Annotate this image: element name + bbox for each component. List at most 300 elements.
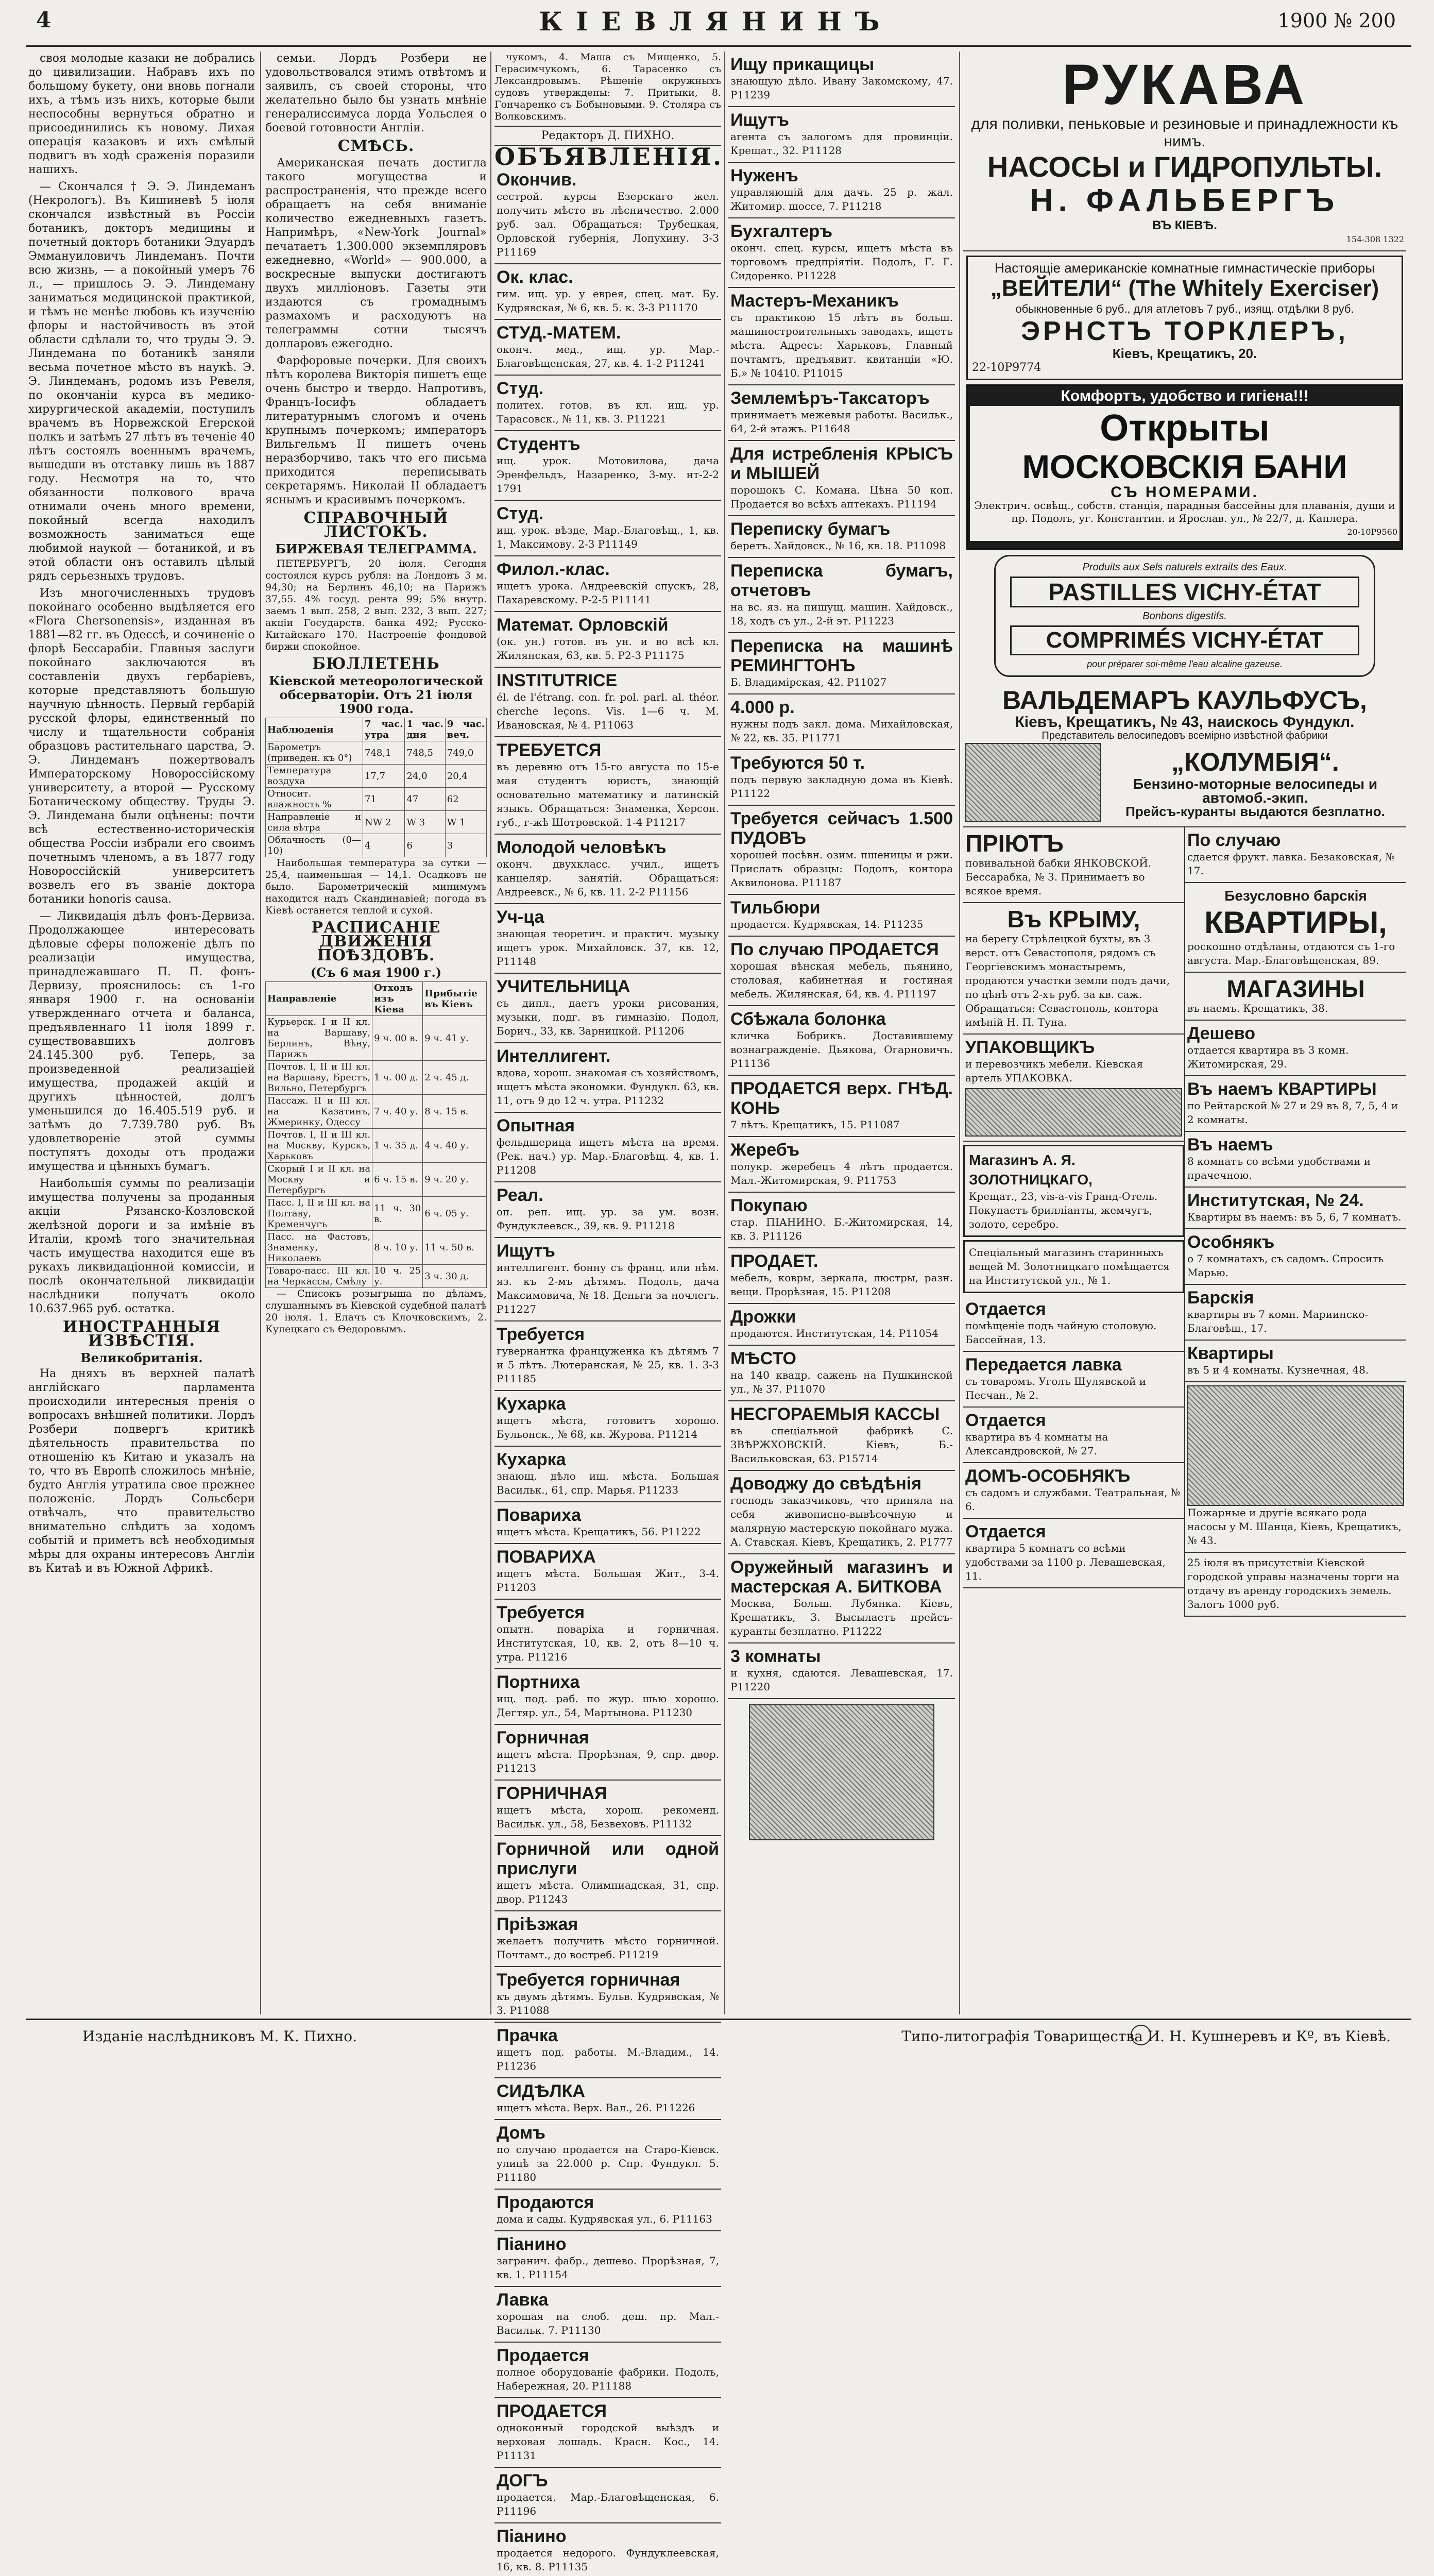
ad-headline: Оружейный магазинъ и мастерская А. БИТКОВА	[730, 1557, 953, 1597]
ad-headline: Доводжу до свѣдѣнія	[730, 1474, 922, 1494]
ad-text: 8 комнатъ со всѣми удобствами и прачечною.	[1187, 1155, 1371, 1181]
table-row	[266, 765, 487, 788]
ad-subheadline: СЪ НОМЕРАМИ.	[1111, 484, 1259, 501]
table-cell: 9 ч. 20 у.	[423, 1163, 487, 1197]
classified-ad	[728, 1554, 955, 1643]
table-header-cell: Отходъ изъ Кіева	[372, 982, 423, 1016]
classified-ad	[728, 288, 955, 385]
ad-shop-transfer	[963, 1352, 1184, 1408]
table-cell: 47	[405, 788, 445, 811]
table-cell: W 3	[405, 811, 445, 834]
table-cell: NW 2	[363, 811, 404, 834]
ad-text: Бензино-моторные велосипеды и автомоб.-экип.	[1133, 775, 1378, 806]
ad-headline: Повариха	[497, 1505, 582, 1525]
classified-ad	[494, 1600, 721, 1669]
ad-rooms	[1185, 1132, 1406, 1188]
ad-headline: РУКАВА	[1062, 53, 1308, 116]
classified-ad	[494, 612, 721, 668]
ad-code: 20-10Р9560	[1347, 527, 1397, 537]
classified-ad	[494, 2523, 721, 2576]
ad-apartment	[963, 1519, 1184, 1588]
ad-text: на берегу Стрѣлецкой бухты, въ 3 верст. отъ Севастополя, рядомъ съ Георгіевскимъ монастыремъ, продаются участки земли подъ дачи, по цѣнѣ отъ 2-хъ руб. за кв. саж. Обращаться: Севастополь, контора имѣній Н. П. Туна.	[965, 933, 1170, 1028]
derviz-liquidation: — Ликвидація дѣлъ фонъ-Дервиза. Продолжающее интересовать дѣловые сферы положеніе дѣлъ по реализаціи имущества, принадлежавшаго П. П. фонъ-Дервизу, прояснилось: съ 1-го января 1900 г. на основаніи утвержденнаго отчета и баланса, предъявленнаго 11 іюля 1899 г. существовавшихъ долговъ 24.145.300 руб. Теперь, за произведенной реализаціей имущества, продажей акцій и другихъ цѣнностей, долгъ уменьшился до 16.405.519 руб. и затѣмъ до 7.739.780 руб. Въ удовлетвореніе этой суммы поступятъ доходы отъ продажи имущества и цѣнныхъ бумагъ.	[28, 910, 255, 1173]
ad-text: ищетъ мѣста, готовитъ хорошо. Бульонск., № 68, кв. Журова. Р11214	[497, 1414, 719, 1440]
table-cell: 7 ч. 40 у.	[372, 1095, 423, 1129]
classified-ad	[728, 1006, 955, 1076]
ad-text: (ок. ун.) готов. въ ун. и во всѣ кл. Жилянская, 63, кв. 5. Р2-3 Р11175	[497, 635, 719, 662]
ad-text: на вс. яз. на пишущ. машин. Хайдовск., 18, ходъ съ ул., 2-й эт. Р11223	[730, 601, 953, 627]
table-cell: 62	[445, 788, 486, 811]
classified-ad	[728, 1643, 955, 1699]
ad-text: политех. готов. въ кл. ищ. ур. Тарасовск., № 11, кв. 3. Р11221	[497, 399, 719, 425]
ad-headline: Жеребъ	[730, 1140, 800, 1160]
ad-text: Пожарные и другіе всякаго рода насосы у М. Шанца, Кіевъ, Крещатикъ, № 43.	[1187, 1506, 1402, 1547]
ad-headline: PASTILLES VICHY-ÉTAT	[1010, 577, 1359, 607]
table-cell: Почтов. I, II и III кл. на Москву, Курскъ, Харьковъ	[266, 1129, 372, 1163]
ad-headline: 4.000 р.	[730, 698, 795, 717]
ad-text: ищетъ мѣста, хорош. рекоменд. Васильк. ул., 58, Безвеховъ. Р11132	[497, 1804, 719, 1830]
ad-headline: COMPRIMÉS VICHY-ÉTAT	[1010, 625, 1359, 655]
ad-text: вдова, хорош. знакомая съ хозяйствомъ, ищетъ мѣста экономки. Фундукл. 63, кв. 11, отъ 9 до 12 ч. утра. Р11232	[497, 1066, 719, 1107]
ad-headline: „ВЕЙТЕЛИ“ (The Whitely Exerciser)	[990, 276, 1379, 301]
ad-headline: Студентъ	[497, 434, 581, 454]
ad-headline: Безусловно барскія	[1224, 888, 1367, 904]
ad-headline: Уч-ца	[497, 907, 544, 927]
misc-heading: СМѢСЬ.	[337, 137, 415, 155]
ad-headline: МѢСТО	[730, 1349, 796, 1368]
ad-text: въ наемъ. Крещатикъ, 38.	[1187, 1002, 1328, 1014]
ad-text: сдается фрукт. лавка. Безаковская, № 17.	[1187, 851, 1395, 877]
ad-text: Москва, Больш. Лубянка. Кіевъ, Крещатикъ, 3. Высылаетъ прейсъ-куранты безплатно. Р11222	[730, 1597, 953, 1637]
classified-ad	[494, 2398, 721, 2468]
classified-ad	[494, 2287, 721, 2343]
classified-ad	[728, 1401, 955, 1471]
ad-headline: ПОВАРИХА	[497, 1547, 596, 1567]
ad-brand: „КОЛУМБІЯ“.	[1171, 747, 1339, 776]
ad-headline: СТУД.-МАТЕМ.	[497, 323, 621, 343]
ad-text: съ товаромъ. Уголъ Шулявской и Песчан., № 2.	[965, 1375, 1147, 1401]
ad-headline: Требуется горничная	[497, 1970, 680, 1990]
ad-villa	[1185, 1229, 1406, 1285]
table-header-cell: Наблюденія	[266, 718, 363, 741]
classified-ad	[728, 1137, 955, 1193]
newspaper-title: КІЕВЛЯНИНЪ	[539, 6, 893, 37]
ad-headline: Для истребленія КРЫСЪ и МЫШЕЙ	[730, 444, 953, 483]
classified-ad	[494, 167, 721, 264]
ad-headline: ПРОДАЕТ.	[730, 1251, 818, 1271]
ad-text: и перевозчикъ мебели. Кіевская артель УПАКОВКА.	[965, 1058, 1143, 1084]
ad-text: 25 іюля въ присутствіи Кіевской городской управы назначены торги на отдачу въ аренду городскихъ земель. Залогъ 1000 руб.	[1187, 1556, 1399, 1611]
article-paragraph: своя молодые казаки не добрались до цивилизации. Набравъ ихъ по большому букету, они вновь погнали ихъ, а тѣмъ изъ нихъ, которые были неспособны вернуться обратно и присоединились къ новому. Лихая операція казаковъ и ихъ смѣлый подвигъ въ ходѣ сраженія поразили нашихъ.	[28, 52, 255, 176]
reference-sheet-heading: СПРАВОЧНЫЙ ЛИСТОКЪ.	[303, 509, 449, 541]
table-cell: 1 ч. 35 д.	[372, 1129, 423, 1163]
ad-headline: Отдается	[965, 1411, 1046, 1430]
ad-headline: Передается лавка	[965, 1355, 1122, 1375]
ad-headline: Переписку бумагъ	[730, 519, 891, 539]
ad-headline: ДОМЪ-ОСОБНЯКЪ	[965, 1466, 1131, 1486]
court-list: — Списокъ розыгрыша по дѣламъ, слушаннымъ въ Кіевской судебной палатѣ 20 іюля. 1. Елачъ съ Клочковскимъ, 2. Кулецкаго съ Ѳедоровымъ.	[265, 1288, 487, 1335]
ad-text: полукр. жеребецъ 4 лѣтъ продается. Мал.-Житомирская, 9. Р11753	[730, 1160, 953, 1187]
classified-ad	[494, 1669, 721, 1725]
ad-code: 22-10Р9774	[972, 361, 1042, 374]
table-cell: Температура воздуха	[266, 765, 363, 788]
ad-headline: Требуются 50 т.	[730, 753, 865, 773]
ad-code: 154-308 1322	[1346, 234, 1404, 244]
ad-headline: Кухарка	[497, 1394, 566, 1414]
classified-ad	[494, 1836, 721, 1911]
train-schedule-subheading: (Съ 6 мая 1900 г.)	[310, 965, 442, 980]
ad-headline: НЕСГОРАЕМЫЯ КАССЫ	[730, 1404, 940, 1424]
classified-ad	[728, 694, 955, 750]
great-britain-subheading: Великобританія.	[80, 1350, 203, 1365]
table-cell: Скорый I и II кл. на Москву и Петербургъ	[266, 1163, 372, 1197]
classified-ad	[494, 1781, 721, 1836]
ad-text: знающ. дѣло ищ. мѣста. Большая Васильк., 61, спр. Марья. Р11233	[497, 1470, 719, 1496]
classified-ad	[494, 835, 721, 904]
classified-ad	[494, 2231, 721, 2287]
table-row	[266, 788, 487, 811]
ad-headline: Нуженъ	[730, 166, 798, 185]
ad-text: Представитель велосипедовъ всемірно извѣстной фабрики	[1042, 730, 1328, 741]
ad-text: Б. Владимірская, 42. Р11027	[730, 676, 887, 688]
classified-ad	[494, 1911, 721, 1967]
ad-city: ВЪ КІЕВѢ.	[1152, 218, 1217, 232]
classified-ad	[494, 320, 721, 376]
ad-text: помѣщеніе подъ чайную столовую. Бассейная, 13.	[965, 1319, 1157, 1346]
ad-text: сестрой. курсы Езерскаго жел. получить мѣсто въ лѣсничество. 2.000 руб. зал. Обращаться: Трубецкая, Орловской губернія, Лопухину. 3-3 Р11169	[497, 190, 719, 258]
table-cell: Барометръ (приведен. къ 0°)	[266, 741, 363, 765]
ad-headline: Пiанино	[497, 2234, 567, 2254]
ad-text: хорошая на слоб. деш. пр. Мал.-Васильк. 7. Р11130	[497, 2310, 719, 2336]
ad-headline: Магазинъ А. Я. ЗОЛОТНИЦКАГО,	[969, 1152, 1092, 1188]
ad-headline: Требуется	[497, 1603, 585, 1622]
ad-text: ищ. под. раб. по жур. шью хорошо. Дегтяр. ул., 54, Мартынова. Р11230	[497, 1692, 719, 1719]
weather-note: Наибольшая температура за сутки — 25,4, наименьшая — 14,1. Осадковъ не было. Барометрическій минимумъ находится надъ Скандинавіей; погода въ Кіевѣ останется теплой и сухой.	[265, 857, 487, 916]
table-cell: 6 ч. 15 в.	[372, 1163, 423, 1197]
table-cell: 20,4	[445, 765, 486, 788]
storage-illustration	[965, 1088, 1182, 1137]
ad-headline: Молодой человѣкъ	[497, 838, 667, 857]
ad-headline: Интеллигент.	[497, 1046, 611, 1066]
classifieds-heading: ОБЪЯВЛЕНІЯ.	[494, 143, 724, 171]
ad-headline: По случаю	[1187, 831, 1281, 850]
table-cell: Почтов. I, II и III кл. на Варшаву, Брестъ, Вильно, Петербургъ	[266, 1061, 372, 1095]
column-5-display-ads	[963, 52, 1406, 2014]
bicycle-illustration	[965, 743, 1101, 822]
footer-rule	[26, 2019, 1411, 2020]
classified-ad	[494, 2190, 721, 2231]
ad-cheap-apartment	[1185, 1021, 1406, 1076]
classified-ad	[728, 1346, 955, 1401]
ad-zolotnitsky	[963, 1145, 1184, 1237]
printer-line: Типо-литографія Товарищества И. Н. Кушнеревъ и Кº, въ Кіевѣ.	[901, 2028, 1391, 2045]
table-cell: 8 ч. 15 в.	[423, 1095, 487, 1129]
table-header-cell: 7 час. утра	[363, 718, 404, 741]
classified-ad	[494, 2120, 721, 2190]
ad-text: Спеціальный магазинъ старинныхъ вещей М. Золотницкаго помѣщается на Институтской ул., № 1.	[969, 1246, 1170, 1286]
table-cell: 4	[363, 834, 404, 857]
table-cell: 748,5	[405, 741, 445, 765]
table-cell: 6	[405, 834, 445, 857]
table-cell: 11 ч. 50 в.	[423, 1231, 487, 1265]
ad-text: Электрич. освѣщ., собств. станція, парадныя бассейны для плаванія, души и пр. Подолъ, уг. Константин. и Ярослав. ул., № 22/7, д. Каплера.	[974, 499, 1395, 524]
ad-headline: МОСКОВСКІЯ БАНИ	[1022, 448, 1347, 485]
classified-ad	[494, 1544, 721, 1600]
classified-ad	[728, 163, 955, 218]
ad-text: загранич. фабр., дешево. Прорѣзная, 7, кв. 1. Р11154	[497, 2255, 719, 2281]
handwriting-item: Фарфоровые почерки. Для своихъ лѣтъ королева Викторія пишетъ еще очень быстро и твердо. Напротивъ, Францъ-Іосифъ обладаетъ литературнымъ слогомъ и очень крупнымъ почеркомъ; императоръ Вильгельмъ II пишетъ очень неразборчиво, такъ что его письма приходится переписывать секретарямъ. Николай II обладаетъ яснымъ и красивымъ почеркомъ.	[265, 354, 487, 506]
table-cell: 2 ч. 45 д.	[423, 1061, 487, 1095]
weather-table	[265, 718, 487, 857]
editor-line: Редакторъ Д. ПИХНО.	[494, 126, 721, 146]
ad-text: продается. Кудрявская, 14. Р11235	[730, 918, 924, 930]
ad-text: Bonbons digestifs.	[1142, 611, 1227, 622]
american-press-item: Американская печать достигла такого могущества и распространенія, что прежде всего обращаетъ на себя вниманіе количество ежедневныхъ газетъ. Напримѣръ, «New-York Journal» печатаетъ 1.300.000 экземпляровъ ежедневно, «World» — 900.000, а воскресные выпуски достигаютъ двухъ милліоновъ. Газеты эти издаются съ громаднымъ размахомъ и расходуютъ на телеграммы сотни тысячъ долларовъ ежегодно.	[265, 157, 487, 350]
ad-text: для поливки, пеньковые и резиновые и принадлежности къ нимъ.	[971, 115, 1398, 150]
article-paragraph: Изъ многочисленныхъ трудовъ покойнаго особенно выдѣляется его «Flora Chersonensis», изданная въ 1881—82 гг. въ Одессѣ, и сочиненіе о флорѣ Бессарабіи. Главныя заслуги покойнаго заключаются въ составленіи двухъ гербаріевъ, которые представляютъ большую научную цѣнность. Первый гербарій русской флоры, единственный по числу и тщательности собранія образцовъ растительнаго царства, Э. Э. Линдеманъ пожертвовалъ Императорскому Новороссійскому университету, а второй — Русскому Ботаническому обществу. Труды Э. Э. Линдемана были оцѣнены: почти всѣ естественно-историческія общества Россіи избрали его своимъ почетнымъ членомъ, а въ 1877 году Новороссійскій университетъ возвелъ его въ званіе доктора ботаники honoris causa.	[28, 587, 255, 906]
table-header-cell: Направленіе	[266, 982, 372, 1016]
ad-institutskaya	[1185, 1188, 1406, 1229]
ad-firm: ЭРНСТЪ ТОРКЛЕРЪ,	[1021, 316, 1348, 346]
table-row	[266, 1197, 487, 1231]
column-divider	[724, 52, 725, 2014]
classified-ad	[494, 1238, 721, 1321]
ad-luxury-apartments	[1185, 883, 1406, 973]
ad-text: желаетъ получить мѣсто горничной. Почтамт., до востреб. Р11219	[497, 1935, 719, 1961]
table-cell: 1 ч. 00 д.	[372, 1061, 423, 1095]
ad-headline: КВАРТИРЫ,	[1204, 905, 1387, 940]
ad-headline: Дешево	[1187, 1024, 1256, 1043]
classified-ad	[494, 904, 721, 974]
ad-headline: Переписка на машинѣ РЕМИНГТОНЪ	[730, 636, 953, 675]
ad-headline: Дрожки	[730, 1307, 796, 1327]
ad-text: знающую дѣло. Ивану Закомскому, 47. Р11239	[730, 75, 953, 101]
ad-text: нужны подъ закл. дома. Михайловская, № 22, кв. 35. Р11771	[730, 718, 953, 744]
ad-text: отдается квартира въ 3 комн. Житомирская, 29.	[1187, 1044, 1349, 1070]
ad-headline: Горничной или одной прислуги	[497, 1839, 719, 1878]
column-divider	[490, 52, 491, 2014]
ad-text: фельдшерица ищетъ мѣста на время. (Рек. нач.) ур. Мар.-Благовѣщ. 4, кв. 1. Р11208	[497, 1136, 719, 1176]
ad-text: по Рейтарской № 27 и 29 въ 8, 7, 5, 4 и 2 комнаты.	[1187, 1099, 1398, 1126]
table-row	[266, 1129, 487, 1163]
exchange-telegram-heading: БИРЖЕВАЯ ТЕЛЕГРАММА.	[275, 541, 477, 556]
ad-apartments	[1185, 1341, 1406, 1382]
ad-text: управляющій для дачъ. 25 р. жал. Житомир. шоссе, 7. Р11218	[730, 186, 953, 212]
ad-headline: УПАКОВЩИКЪ	[965, 1038, 1095, 1057]
classified-ads-list	[494, 167, 721, 2576]
table-cell: 6 ч. 05 у.	[423, 1197, 487, 1231]
ad-headline: Требуется сейчасъ 1.500 ПУДОВЪ	[730, 809, 953, 848]
ad-text: ищетъ мѣста. Олимпиадская, 31, спр. двор. Р11243	[497, 1879, 719, 1905]
court-list-continued: чукомъ, 4. Маша съ Мищенко, 5. Герасимчукомъ, 6. Тарасенко съ Лександровымъ. Рѣшеніе окружныхъ судовъ утверждены: 7. Притыки, 8. Гончаренко съ Бобыновыми. 9. Столяра съ Волковскимъ.	[494, 52, 721, 122]
ad-moscow-baths	[966, 384, 1403, 550]
classified-ad	[494, 1321, 721, 1391]
table-cell: 17,7	[363, 765, 404, 788]
ad-shelter	[963, 827, 1184, 903]
table-cell: Пасс. на Фастовъ, Знаменку, Николаевъ	[266, 1231, 372, 1265]
classified-ad	[494, 974, 721, 1043]
table-cell: W 1	[445, 811, 486, 834]
article-paragraph: На дняхъ въ верхней палатѣ англійскаго парламента происходили интересныя пренія о вопросахъ внѣшней политики. Лордъ Розбери подвергъ критикѣ дѣятельность правительства по отношенію къ Китаю и указалъ на то, что въ Европѣ сложилось мнѣніе, будто Англія утратила свое прежнее положеніе. Лордъ Сольсбери отвѣчалъ, что правительство внимательно слѣдитъ за ходомъ событій и приметъ всѣ необходимыя мѣры для охраны интересовъ Англіи въ Китаѣ и въ Южной Африкѣ.	[28, 1367, 255, 1575]
ad-text: господъ заказчиковъ, что приняла на себя живописно-вывѣсочную и малярную мастерскую покойнаго мужа. А. Ставская. Кіевъ, Крещатикъ, 2. Р1777	[730, 1494, 953, 1548]
classified-ad	[728, 1304, 955, 1346]
ad-text: ищетъ под. работы. М.-Владим., 14. Р11236	[497, 2046, 719, 2072]
ad-text: опытн. поварiха и горничная. Институтская, 10, кв. 2, отъ 8—10 ч. утра. Р11216	[497, 1623, 719, 1663]
ad-headline: ВАЛЬДЕМАРЪ КАУЛЬФУСЪ,	[1002, 686, 1367, 715]
ad-text: оконч. спец. курсы, ищетъ мѣста въ торговомъ предпріятіи. Подолъ, Г. Г. Сидоренко. Р11228	[730, 242, 953, 282]
ad-headline: Институтская, № 24.	[1187, 1191, 1364, 1210]
ad-text: на 140 квадр. сажень на Пушкинской ул., № 37. Р11070	[730, 1369, 953, 1395]
ad-headline: ГОРНИЧНАЯ	[497, 1784, 607, 1803]
ad-headline: ПРОДАЕТСЯ верх. ГНѢД. КОНЬ	[730, 1079, 953, 1118]
ad-headline: Отдается	[965, 1299, 1046, 1319]
ad-headline: Ищу прикащицы	[730, 55, 875, 74]
ad-headline: Прiѣзжая	[497, 1914, 578, 1934]
ad-address: Кіевъ, Крещатикъ, 20.	[1112, 346, 1257, 361]
classified-ad	[728, 218, 955, 288]
classified-ad	[728, 633, 955, 694]
ad-headline: Домъ	[497, 2123, 545, 2143]
classified-ad	[494, 556, 721, 612]
ad-headline: ПРІЮТЪ	[965, 830, 1064, 857]
ad-text: Настоящіе американскіе комнатные гимнастическіе приборы	[994, 260, 1375, 276]
ad-fruit-shop	[1185, 827, 1406, 883]
ad-headline: Открыты	[1100, 408, 1270, 449]
ad-text: ищетъ мѣста. Прорѣзная, 9, спр. двор. Р11213	[497, 1748, 719, 1774]
ad-headline: Переписка бумагъ, отчетовъ	[730, 561, 953, 600]
ad-headline: Тильбюри	[730, 898, 821, 918]
ad-text: стар. ПІАНИНО. Б.-Житомирская, 14, кв. 3. Р11126	[730, 1216, 953, 1242]
classified-ad	[728, 1193, 955, 1248]
ad-text: агента съ залогомъ для провинціи. Крещат., 32. Р11128	[730, 130, 953, 157]
ad-mansion	[963, 1463, 1184, 1519]
table-cell: Облачность (0—10)	[266, 834, 363, 857]
ad-text: дома и сады. Кудрявская ул., 6. Р11163	[497, 2213, 712, 2225]
ad-headline: Математ. Орловскій	[497, 615, 669, 635]
ad-text: въ деревню отъ 15-го августа по 15-е мая студентъ юристъ, знающій основательно математику и латинскій языкъ. Обращаться: Знаменка, Херсон. губ., г-жѣ Шотровской. 1-4 Р11217	[497, 760, 719, 828]
ad-headline: Портниха	[497, 1672, 580, 1692]
page-footer	[21, 2024, 1411, 2049]
classified-ad	[494, 264, 721, 320]
column-2	[265, 52, 487, 2014]
classified-ad	[494, 376, 721, 431]
column-1	[28, 52, 255, 2014]
ad-headline: Студ.	[497, 504, 544, 523]
pump-illustration	[1187, 1385, 1404, 1506]
ad-headline: Горничная	[497, 1728, 589, 1748]
ad-address: Кіевъ, Крещатикъ, № 43, наискось Фундукл.	[1015, 714, 1355, 731]
table-header-cell: Прибытіе въ Кіевъ	[423, 982, 487, 1016]
column-3	[494, 52, 724, 2573]
ad-text: Прейсъ-куранты выдаются безплатно.	[1125, 803, 1385, 819]
foreign-news-heading: ИНОСТРАННЫЯ ИЗВѢСТІЯ.	[62, 1318, 221, 1350]
table-cell: 24,0	[405, 765, 445, 788]
train-schedule-heading: РАСПИСАНІЕ ДВИЖЕНІЯ ПОѢЗДОВЪ.	[311, 919, 441, 964]
classified-ad	[494, 1447, 721, 1502]
ad-headline: Продается	[497, 2346, 589, 2365]
ad-text: él. de l'étrang. con. fr. pol. parl. al. théor. cherche leçons. Vis. 1—6 ч. М. Ивановская, № 4. Р11063	[497, 691, 719, 731]
table-cell: 748,1	[363, 741, 404, 765]
classified-ad	[494, 737, 721, 835]
ad-text: кличка Бобрикъ. Доставившему вознагражденіе. Дьякова, Огарновичъ. Р11136	[730, 1029, 953, 1070]
ad-text: квартира въ 4 комнаты на Александровской, № 27.	[965, 1431, 1108, 1457]
ad-text: съ дипл., даетъ уроки рисования, музыки, подг. въ гимназію. Подол, Борич., 33, кв. Зарницкой. Р11206	[497, 997, 719, 1037]
classified-ad	[728, 441, 955, 516]
table-row	[266, 1265, 487, 1288]
ad-text: 7 лѣтъ. Крещатикъ, 15. Р11087	[730, 1118, 900, 1131]
table-cell: 10 ч. 25 у.	[372, 1265, 423, 1288]
column-divider	[260, 52, 261, 2014]
ad-text: ищетъ урока. Андреевскій спускъ, 28, Пахаревскому. Р-2-5 Р11141	[497, 580, 719, 606]
ad-text: мебель, ковры, зеркала, люстры, разн. вещи. Прорѣзная, 15. Р11208	[730, 1272, 953, 1298]
ad-text: полное оборудованіе фабрики. Подолъ, Набережная, 20. Р11188	[497, 2366, 719, 2392]
ad-headline: По случаю ПРОДАЕТСЯ	[730, 940, 939, 959]
header-rule	[26, 45, 1411, 47]
ad-headline: МАГАЗИНЫ	[1226, 975, 1365, 1002]
weather-bulletin-subheading: Кіевской метеорологической обсерваторіи. Отъ 21 іюля 1900 года.	[268, 673, 484, 716]
ad-text: о 7 комнатахъ, съ садомъ. Спросить Марью.	[1187, 1252, 1384, 1279]
classified-ad	[728, 107, 955, 163]
ad-text: оп. реп. ищ. ур. за ум. возн. Фундуклеевск., 39, кв. 9. Р11218	[497, 1206, 719, 1232]
ad-headline: ПРОДАЕТСЯ	[497, 2401, 607, 2421]
ad-city-auction	[1185, 1553, 1406, 1617]
column-4	[728, 52, 955, 2014]
ad-headline: Особнякъ	[1187, 1232, 1275, 1252]
ad-text: и кухня, сдаются. Левашевская, 17. Р11220	[730, 1667, 953, 1693]
classified-ad	[728, 516, 955, 558]
classified-ad	[494, 1725, 721, 1781]
ad-headline: Барскія	[1187, 1288, 1254, 1308]
ad-headline: Въ наемъ	[1187, 1135, 1273, 1155]
ad-shops	[1185, 973, 1406, 1021]
classified-ad	[494, 2343, 721, 2398]
ad-text: хорошая вѣнская мебель, пьянино, столовая, кабинетная и гостиная мебель. Жилянская, 64, кв. 4. Р11197	[730, 960, 953, 1000]
ad-text: съ садомъ и службами. Театральная, № 6.	[965, 1486, 1181, 1513]
page-header	[21, 3, 1411, 39]
classified-ad	[494, 1502, 721, 1544]
table-cell: Товаро-пасс. III кл. на Черкассы, Смѣлу	[266, 1265, 372, 1288]
ad-text: продается. Мар.-Благовѣщенская, 6. Р11196	[497, 2491, 719, 2517]
table-row	[266, 834, 487, 857]
ad-headline: НАСОСЫ и ГИДРОПУЛЬТЫ.	[987, 150, 1382, 183]
classified-ad	[728, 1076, 955, 1137]
ad-text: Квартиры въ наемъ: въ 5, 6, 7 комнатъ.	[1187, 1211, 1402, 1223]
ad-headline: Ищутъ	[730, 110, 789, 130]
ad-headline: Землемѣръ-Таксаторъ	[730, 388, 930, 408]
ad-headline: INSTITUTRICE	[497, 671, 618, 690]
classified-ad	[494, 1113, 721, 1182]
issue-number: 1900 № 200	[1277, 9, 1396, 32]
ad-headline: СИДѢЛКА	[497, 2081, 585, 2101]
ad-text: квартира 5 комнатъ со всѣми удобствами за 1100 р. Левашевская, 11.	[965, 1542, 1166, 1582]
ad-headline: Реал.	[497, 1185, 543, 1205]
table-cell: 9 ч. 00 в.	[372, 1016, 423, 1061]
ad-apartments-rent	[1185, 1076, 1406, 1132]
ad-headline: Ок. клас.	[497, 267, 573, 287]
classified-ad	[728, 558, 955, 633]
ad-text: ищетъ мѣста. Большая Жит., 3-4. Р11203	[497, 1567, 719, 1594]
ad-headline: Отдается	[965, 1522, 1046, 1541]
ad-lordly-apartments	[1185, 1285, 1406, 1341]
ad-tagline: Комфортъ, удобство и гигіена!!!	[1061, 387, 1309, 404]
train-table	[265, 981, 487, 1288]
ad-text: по случаю продается на Старо-Кіевск. улицѣ за 22.000 р. Спр. Фундукл. 5. Р11180	[497, 2143, 719, 2183]
ad-whitely-exerciser	[966, 256, 1403, 380]
ad-text: въ 5 и 4 комнаты. Кузнечная, 48.	[1187, 1364, 1369, 1376]
ad-headline: Покупаю	[730, 1196, 808, 1215]
table-row	[266, 1061, 487, 1095]
ad-text: повивальной бабки ЯНКОВСКОЙ. Бессарабка, № 3. Принимаетъ во всякое время.	[965, 857, 1152, 897]
